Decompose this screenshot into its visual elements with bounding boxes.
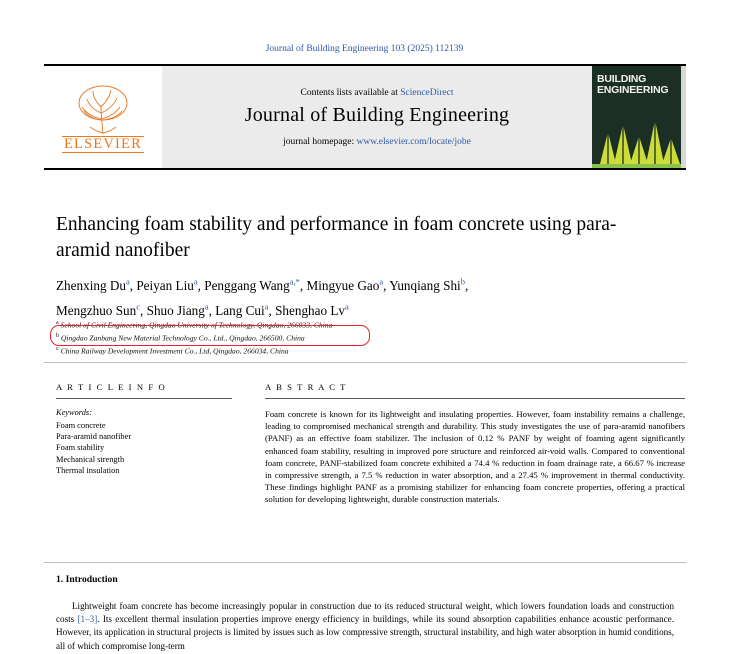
author-affil-marker: c [136, 301, 141, 312]
info-section-bottom-rule [44, 562, 686, 563]
article-info-column [56, 382, 246, 476]
affiliation-marker: c [56, 346, 59, 353]
journal-homepage-link[interactable]: www.elsevier.com/locate/jobe [356, 136, 471, 147]
author-affil-marker: a [345, 301, 349, 312]
keyword-item: Foam concrete [56, 421, 106, 430]
cover-artwork [592, 102, 686, 168]
author-line-2: Mengzhuo Sun$^c$, Shuo Jiang$^a$, Lang Cui$^a$, Shenghao Lv$^a$ [56, 301, 349, 318]
keywords-label: Keywords: [56, 408, 92, 417]
author-affil-marker: a [204, 301, 209, 312]
author-name: Zhenxing Du [56, 278, 126, 294]
author-affil-marker: a [379, 277, 384, 287]
citation-link[interactable]: [1–3] [77, 614, 98, 625]
intro-text-part-2: . Its excellent thermal insulation properties improve energy efficiency in buildings, while its sound absorption capabilities enhance acoustic performance. However, its application in structural projects is limited by issues such as low compressive strength, structural instability, and high water absorption in humid conditions, all of which compromise long-term [56, 614, 674, 651]
abstract-column [265, 382, 685, 506]
affiliation-marker: b [56, 333, 59, 340]
author-name: Mengzhuo Sun [56, 302, 137, 318]
cover-spine [681, 66, 686, 168]
intro-text-part-1: Lightweight foam concrete has become increasingly popular in construction due to its reduced structural weight, which lowers foundation loads and construction costs [56, 601, 674, 625]
author-line-1: Zhenxing Du$^a$, Peiyan Liu$^a$, Penggang Wang$^{a,*}$, Mingyue Gao$^a$, Yunqiang Shi$^b$, [56, 277, 469, 294]
author-affil-marker: a [193, 277, 198, 287]
affiliation-text: School of Civil Engineering, Qingdao University of Technology, Qingdao, 266033, China [60, 320, 333, 330]
affiliation-text: Qingdao Zanbang New Material Technology Co., Ltd., Qingdao, 266500, China [60, 333, 305, 343]
homepage-prefix: journal homepage: [283, 136, 357, 147]
author-name: Peiyan Liu [136, 278, 194, 294]
author-list [56, 272, 666, 321]
contents-prefix: Contents lists available at [300, 87, 401, 98]
cover-title [597, 74, 682, 96]
journal-homepage-line [283, 137, 471, 147]
running-head: Journal of Building Engineering 103 (2025) 112139 [265, 44, 464, 54]
introduction-paragraph [56, 600, 674, 653]
sciencedirect-link[interactable]: ScienceDirect [400, 87, 454, 98]
author-name: Yunqiang Shi [389, 278, 461, 294]
keyword-item: Mechanical strength [56, 454, 125, 464]
abstract-text: Foam concrete is known for its lightweight and insulating properties. However, foam instability remains a challenge, leading to compromised mechanical strength and durability. This study investigates the use of para-aramid nanofibers (PANF) as an effective foam stabilizer. The inclusion of 0.12 % PANF by weight of foaming agent significantly enhanced foam stability, resulting in improved pore structure and reinforced air-void walls. Compared to conventional foam concrete, PANF-stabilized foam concrete exhibited a 74.4 % reduction in foam drainage rate, a 66.67 % increase in compressive strength, a 7.5 % reduction in water absorption, and a 27.45 % improvement in thermal conductivity. These findings highlight PANF as a promising stabilizer for enhancing foam concrete properties, offering a practical solution for developing lightweight, durable construction materials. [265, 409, 685, 505]
affiliation-item [56, 318, 656, 331]
author-name: Mingyue Gao [306, 278, 380, 294]
keyword-item: Para-aramid nanofiber [56, 432, 132, 442]
cover-title-line2: ENGINEERING [597, 84, 669, 96]
affiliation-text: China Railway Development Investment Co., Ltd, Qingdao, 266034, China [60, 346, 289, 356]
author-affil-marker: a [264, 301, 269, 312]
page-title: Enhancing foam stability and performance in foam concrete using para-aramid nanofiber [56, 214, 617, 261]
keyword-item: Thermal insulation [56, 465, 120, 475]
author-affil-marker: a [125, 277, 130, 287]
cover-title-line1: BUILDING [597, 73, 647, 85]
author-name: Lang Cui [215, 302, 265, 318]
journal-masthead [44, 64, 686, 170]
affiliation-marker: a [56, 320, 59, 326]
author-affil-marker: b [460, 277, 465, 287]
introduction-text [56, 600, 674, 653]
article-info-rule [56, 398, 232, 399]
affiliation-item [56, 331, 656, 344]
masthead-center [162, 66, 592, 168]
abstract-rule [265, 398, 685, 399]
journal-cover-image [592, 66, 686, 168]
elsevier-wordmark: ELSEVIER [63, 136, 143, 152]
author-name: Shenghao Lv [275, 302, 346, 318]
info-section-top-rule [44, 362, 686, 363]
keyword-item: Foam stability [56, 443, 105, 453]
author-name: Penggang Wang [204, 278, 290, 294]
contents-available-line [300, 88, 453, 98]
abstract-heading: A B S T R A C T [265, 382, 348, 392]
author-name: Shuo Jiang [146, 302, 205, 318]
author-affil-marker: a,* [289, 277, 300, 287]
section-heading-introduction: 1. Introduction [56, 574, 118, 585]
journal-title: Journal of Building Engineering [244, 103, 510, 126]
elsevier-tree-icon [72, 83, 134, 135]
affiliation-item [56, 344, 656, 357]
affiliation-list [56, 318, 656, 357]
article-info-heading: A R T I C L E I N F O [56, 382, 167, 392]
elsevier-logo [44, 66, 162, 168]
